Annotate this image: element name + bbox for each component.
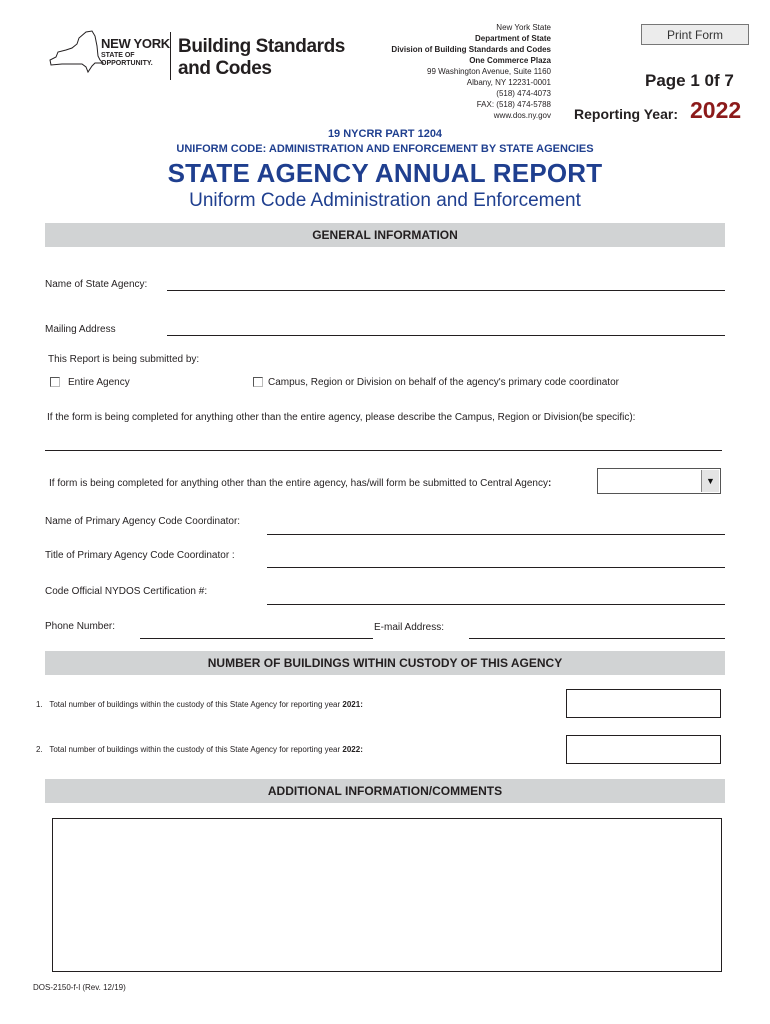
form-number: DOS-2150-f-l (Rev. 12/19) — [33, 983, 126, 992]
reporting-year-value: 2022 — [690, 97, 742, 123]
reporting-year-label: Reporting Year: — [574, 106, 678, 122]
question-year: 2022: — [342, 745, 363, 754]
buildings-2021-input[interactable] — [566, 689, 721, 718]
question-text: Total number of buildings within the custody of this State Agency for reporting year — [49, 745, 343, 754]
regulation-cite: 19 NYCRR PART 1204 — [327, 128, 443, 140]
logo-wordmark: NEW YORK — [101, 36, 170, 51]
central-agency-select[interactable] — [597, 468, 721, 494]
phone-field[interactable] — [140, 638, 373, 639]
certification-field[interactable] — [267, 604, 725, 605]
address-line: Department of State — [474, 34, 551, 43]
logo-divider — [170, 32, 171, 80]
department-name: Building Standards and Codes — [178, 36, 345, 79]
general-information-heading: GENERAL INFORMATION — [45, 223, 725, 247]
email-field[interactable] — [469, 638, 725, 639]
address-line: 99 Washington Avenue, Suite 1160 — [427, 67, 551, 76]
address-line: Division of Building Standards and Codes — [391, 45, 551, 54]
report-subtitle: Uniform Code Administration and Enforcement — [189, 190, 581, 211]
question-year: 2021: — [342, 700, 363, 709]
campus-region-division-checkbox[interactable] — [253, 377, 263, 387]
entire-agency-checkbox[interactable] — [50, 377, 60, 387]
address-block — [391, 22, 551, 121]
agency-name-label: Name of State Agency: — [45, 279, 148, 290]
question-number: 2. — [36, 745, 43, 754]
coordinator-name-field[interactable] — [267, 534, 725, 535]
buildings-heading: NUMBER OF BUILDINGS WITHIN CUSTODY OF THIS AGENCY — [45, 651, 725, 675]
additional-information-heading: ADDITIONAL INFORMATION/COMMENTS — [45, 779, 725, 803]
question-text: Total number of buildings within the custody of this State Agency for reporting year — [49, 700, 343, 709]
page-indicator: Page 1 0f 7 — [645, 71, 734, 90]
new-york-state-map-icon — [48, 30, 104, 74]
address-line: One Commerce Plaza — [469, 56, 551, 65]
regulation-title: UNIFORM CODE: ADMINISTRATION AND ENFORCEMENT BY STATE AGENCIES — [176, 143, 594, 155]
coordinator-name-label: Name of Primary Agency Code Coordinator: — [45, 516, 241, 527]
address-line: www.dos.ny.gov — [493, 111, 551, 120]
logo-subtitle: STATE OF OPPORTUNITY. — [101, 52, 153, 67]
address-line: Albany, NY 12231-0001 — [466, 78, 551, 87]
address-line: New York State — [496, 23, 551, 32]
comments-textarea[interactable] — [52, 818, 722, 972]
chevron-down-icon[interactable]: ▼ — [701, 470, 719, 492]
describe-campus-label: If the form is being completed for anything other than the entire agency, please describe the Campus, Region or Division(be specific): — [47, 412, 636, 423]
report-title: STATE AGENCY ANNUAL REPORT — [167, 158, 603, 188]
campus-region-division-label: Campus, Region or Division on behalf of the agency's primary code coordinator — [268, 377, 619, 388]
buildings-2022-input[interactable] — [566, 735, 721, 764]
phone-label: Phone Number: — [45, 621, 116, 632]
describe-campus-field[interactable] — [45, 450, 722, 451]
certification-label: Code Official NYDOS Certification #: — [45, 586, 208, 597]
central-agency-colon: : — [547, 478, 552, 489]
email-label: E-mail Address: — [374, 622, 445, 633]
buildings-question-2021 — [36, 700, 363, 709]
print-form-button[interactable]: Print Form — [641, 24, 749, 45]
mailing-address-field[interactable] — [167, 335, 725, 336]
central-agency-label-text: If form is being completed for anything other than the entire agency, has/will form be submitted to Central Agency — [49, 478, 548, 489]
coordinator-title-field[interactable] — [267, 567, 725, 568]
mailing-address-label: Mailing Address — [45, 324, 116, 335]
coordinator-title-label: Title of Primary Agency Code Coordinator : — [45, 550, 235, 561]
submitted-by-label: This Report is being submitted by: — [48, 354, 200, 365]
address-line: FAX: (518) 474-5788 — [476, 100, 551, 109]
central-agency-label — [49, 478, 551, 489]
entire-agency-label: Entire Agency — [68, 377, 130, 388]
agency-name-field[interactable] — [167, 290, 725, 291]
address-line: (518) 474-4073 — [496, 89, 551, 98]
buildings-question-2022 — [36, 745, 363, 754]
question-number: 1. — [36, 700, 43, 709]
